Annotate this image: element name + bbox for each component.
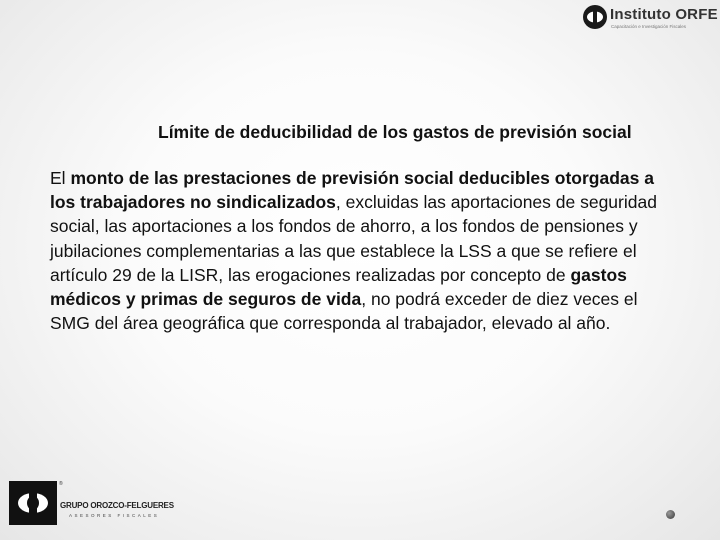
navigation-dot-icon[interactable]	[666, 510, 675, 519]
logo-box	[9, 481, 57, 525]
company-name: GRUPO OROZCO-FELGUERES	[60, 501, 174, 510]
company-subtitle: ASESORES FISCALES	[69, 513, 160, 518]
paragraph-segment-bold: gastos médicos y primas de seguros de vida	[50, 264, 627, 310]
phi-emblem-icon	[9, 481, 57, 525]
grupo-orozco-felgueres-logo	[9, 481, 181, 527]
paragraph-segment: , excluidas las aportaciones de seguridad social, las aportaciones a los fondos de ahorro, a los fondos de pensiones y jubilaciones complementarias a las que establece la LSS a que se refiere el artículo 29 de la LISR, las erogaciones realizadas por concepto de	[50, 192, 657, 285]
paragraph-segment: , no podrá exceder de diez veces el SMG del área geográfica que corresponda al trabajador, elevado al año.	[50, 289, 638, 334]
registered-mark: ®	[59, 481, 63, 487]
phi-emblem-icon	[582, 3, 608, 31]
slide-title: Límite de deducibilidad de los gastos de previsión social	[158, 122, 632, 142]
logo-tagline: Capacitación e Investigación Fiscales	[611, 24, 687, 29]
paragraph-segment: El	[50, 168, 71, 188]
body-paragraph	[50, 166, 675, 335]
instituto-orfe-logo	[582, 3, 716, 33]
paragraph-segment-bold: monto de las prestaciones de previsión social deducibles otorgadas a los trabajadores no sindicalizados	[50, 168, 654, 213]
logo-name: Instituto ORFE	[610, 6, 718, 23]
